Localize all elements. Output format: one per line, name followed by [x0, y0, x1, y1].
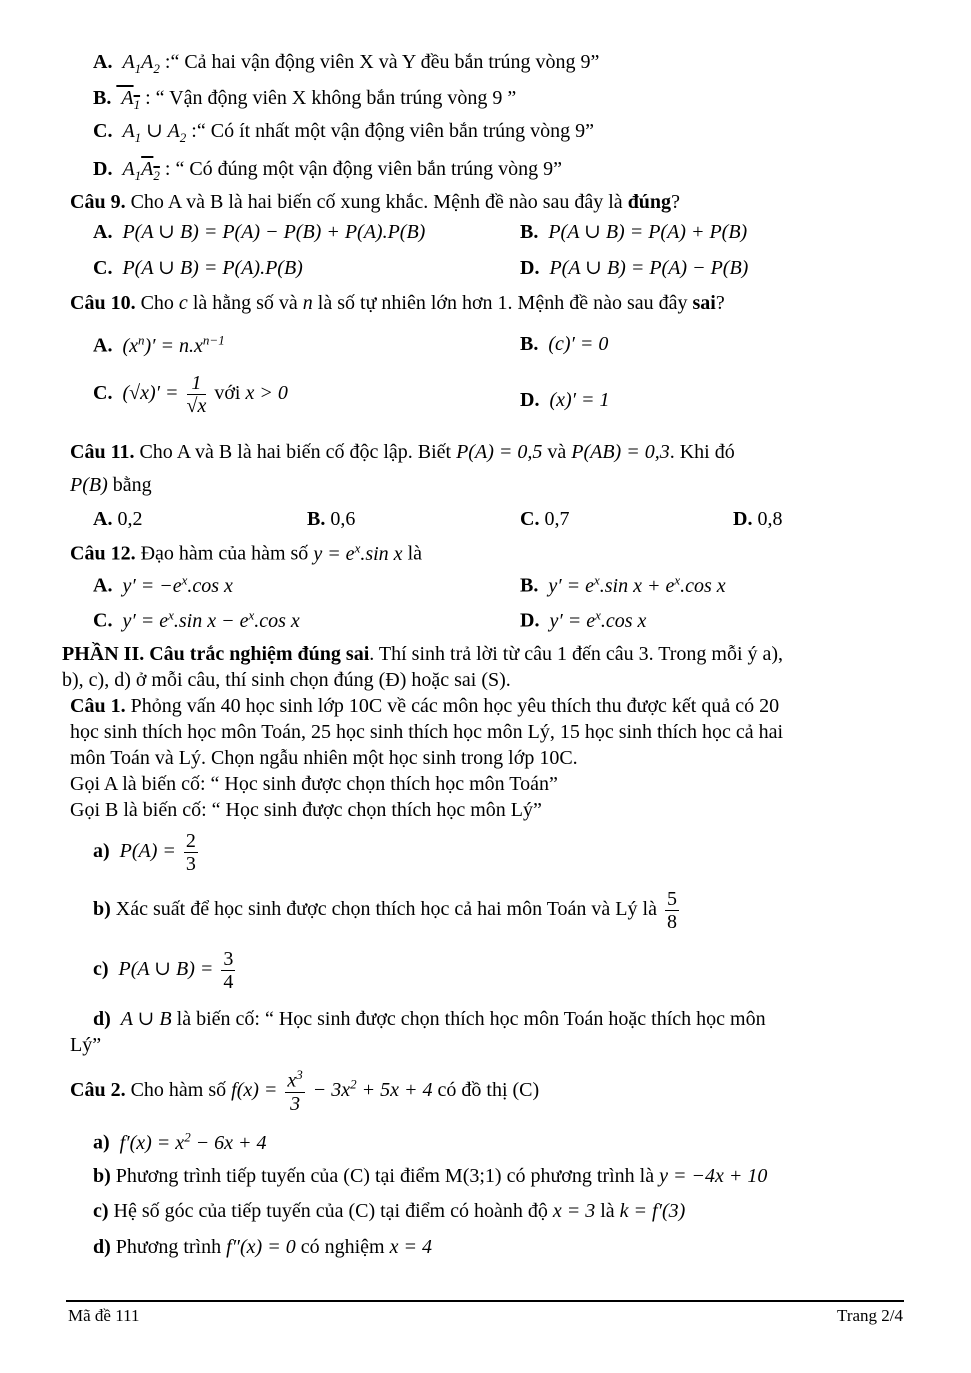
p2q2-item-d: d) Phương trình f″(x) = 0 có nghiệm x = 4	[93, 1236, 432, 1258]
p2q1-stem-line2: học sinh thích học môn Toán, 25 học sinh thích học môn Lý, 15 học sinh thích học cả hai	[70, 721, 784, 743]
p2q1-stem-line4: Gọi A là biến cố: “ Học sinh được chọn thích học môn Toán”	[70, 773, 558, 795]
q11-stem: Câu 11. Cho A và B là hai biến cố độc lập. Biết P(A) = 0,5 và P(AB) = 0,3. Khi đó	[70, 441, 735, 463]
q11-option-c: C. 0,7	[520, 508, 570, 530]
q9-option-b: B. P(A ∪ B) = P(A) + P(B)	[520, 221, 748, 243]
fraction-3-4: $\frac{3}{4}$	[223, 948, 234, 993]
math-a1-union-a2: $A_1$ ∪ $A_2$	[117, 120, 187, 145]
q12-option-b: B. $y' = e^x.\sin$ $x + e^x.\cos$ x	[520, 572, 726, 597]
p2q1-stem-line1: Câu 1. Phỏng vấn 40 học sinh lớp 10C về các môn học yêu thích thu được kết quả có 20	[70, 695, 780, 717]
q8-option-b: B. $A_1$ : “ Vận động viên X không bắn trúng vòng 9 ”	[93, 87, 517, 112]
q10-option-b: B. (c)′ = 0	[520, 333, 609, 355]
q8-option-c: C. $A_1$ ∪ $A_2$ :“ Có ít nhất một vận động viên bắn trúng vòng 9”	[93, 120, 595, 145]
q10-option-a: A. $(x^n)' = n.x^{n-1}$	[93, 332, 225, 357]
p2q1-item-d: d) A ∪ B là biến cố: “ Học sinh được chọn thích học môn Toán hoặc thích học môn	[93, 1008, 766, 1030]
q9-option-d: D. P(A ∪ B) = P(A) − P(B)	[520, 257, 749, 279]
q11-option-a: A. 0,2	[93, 508, 143, 530]
part2-heading-cont: b), c), d) ở mỗi câu, thí sinh chọn đúng (Đ) hoặc sai (S).	[62, 669, 511, 691]
q9-option-c: C. P(A ∪ B) = P(A).P(B)	[93, 257, 303, 279]
q12-option-a: A. $y' = -e^x.\cos$ x	[93, 572, 233, 597]
fraction-x3-over-3: $\frac{x^3}{3}$	[287, 1067, 303, 1115]
p2q2-item-c: c) Hệ số góc của tiếp tuyến của (C) tại điểm có hoành độ x = 3 là k = f′(3)	[93, 1200, 686, 1222]
fraction-1-over-sqrt-x: $\frac{1}{√x}$	[186, 372, 207, 417]
math-a1-a2bar: $A_1A_2$	[117, 158, 160, 183]
q11-stem-cont: P(B) bằng	[70, 474, 152, 496]
q9-option-a: A. P(A ∪ B) = P(A) − P(B) + P(A).P(B)	[93, 221, 426, 243]
q8-option-d: D. $A_1A_2$ : “ Có đúng một vận động viên bắn trúng vòng 9”	[93, 158, 563, 183]
q12-option-c: C. $y' = e^x.\sin$ $x - e^x.\cos$ x	[93, 607, 300, 632]
p2q1-item-a: a) P(A) = $\frac{2}{3}$	[93, 830, 196, 875]
p2q1-stem-line3: môn Toán và Lý. Chọn ngẫu nhiên một học sinh trong lớp 10C.	[70, 747, 578, 769]
q12-option-d: D. $y' = e^x.\cos$ x	[520, 607, 647, 632]
p2q2-stem: Câu 2. Cho hàm số f(x) = $\frac{x^3}{3}$ − $3x^2 + 5x + 4$ có đồ thị (C)	[70, 1067, 540, 1115]
p2q1-item-d-cont: Lý”	[70, 1034, 102, 1056]
q10-option-d: D. (x)′ = 1	[520, 389, 610, 411]
q10-stem: Câu 10. Cho c là hằng số và n là số tự nhiên lớn hơn 1. Mệnh đề nào sau đây sai?	[70, 292, 725, 314]
p2q2-item-a: a) $f'(x) = x^2 - 6x + 4$	[93, 1129, 267, 1154]
page-number: Trang 2/4	[837, 1306, 903, 1325]
fraction-2-3: $\frac{2}{3}$	[185, 830, 196, 875]
p2q2-item-b: b) Phương trình tiếp tuyến của (C) tại điểm M(3;1) có phương trình là y = −4x + 10	[93, 1165, 768, 1187]
q8-option-a: A. $A_1A_2$ :“ Cả hai vận động viên X và Y đều bắn trúng vòng 9”	[93, 51, 600, 76]
part2-heading: PHẦN II. Câu trắc nghiệm đúng sai. Thí sinh trả lời từ câu 1 đến câu 3. Trong mỗi ý a),	[62, 643, 784, 665]
q10-option-c: C. (√x)′ = $\frac{1}{√x}$ với x > 0	[93, 372, 288, 417]
footer-divider	[66, 1300, 904, 1302]
q12-stem: Câu 12. Đạo hàm của hàm số $y = e^x.\sin$ x là	[70, 540, 422, 565]
fraction-5-8: $\frac{5}{8}$	[666, 888, 677, 933]
p2q1-item-b: b) Xác suất để học sinh được chọn thích học cả hai môn Toán và Lý là $\frac{5}{8}$	[93, 888, 677, 933]
math-a1-bar: $A_1$	[116, 87, 141, 112]
math-a1a2: $A_1A_2$	[117, 51, 160, 76]
exam-code: Mã đề 111	[68, 1306, 140, 1325]
p2q1-item-c: c) P(A ∪ B) = $\frac{3}{4}$	[93, 948, 234, 993]
p2q1-stem-line5: Gọi B là biến cố: “ Học sinh được chọn thích học môn Lý”	[70, 799, 542, 821]
q11-option-b: B. 0,6	[307, 508, 356, 530]
q9-stem: Câu 9. Cho A và B là hai biến cố xung khắc. Mệnh đề nào sau đây là đúng?	[70, 191, 680, 213]
q11-option-d: D. 0,8	[733, 508, 783, 530]
